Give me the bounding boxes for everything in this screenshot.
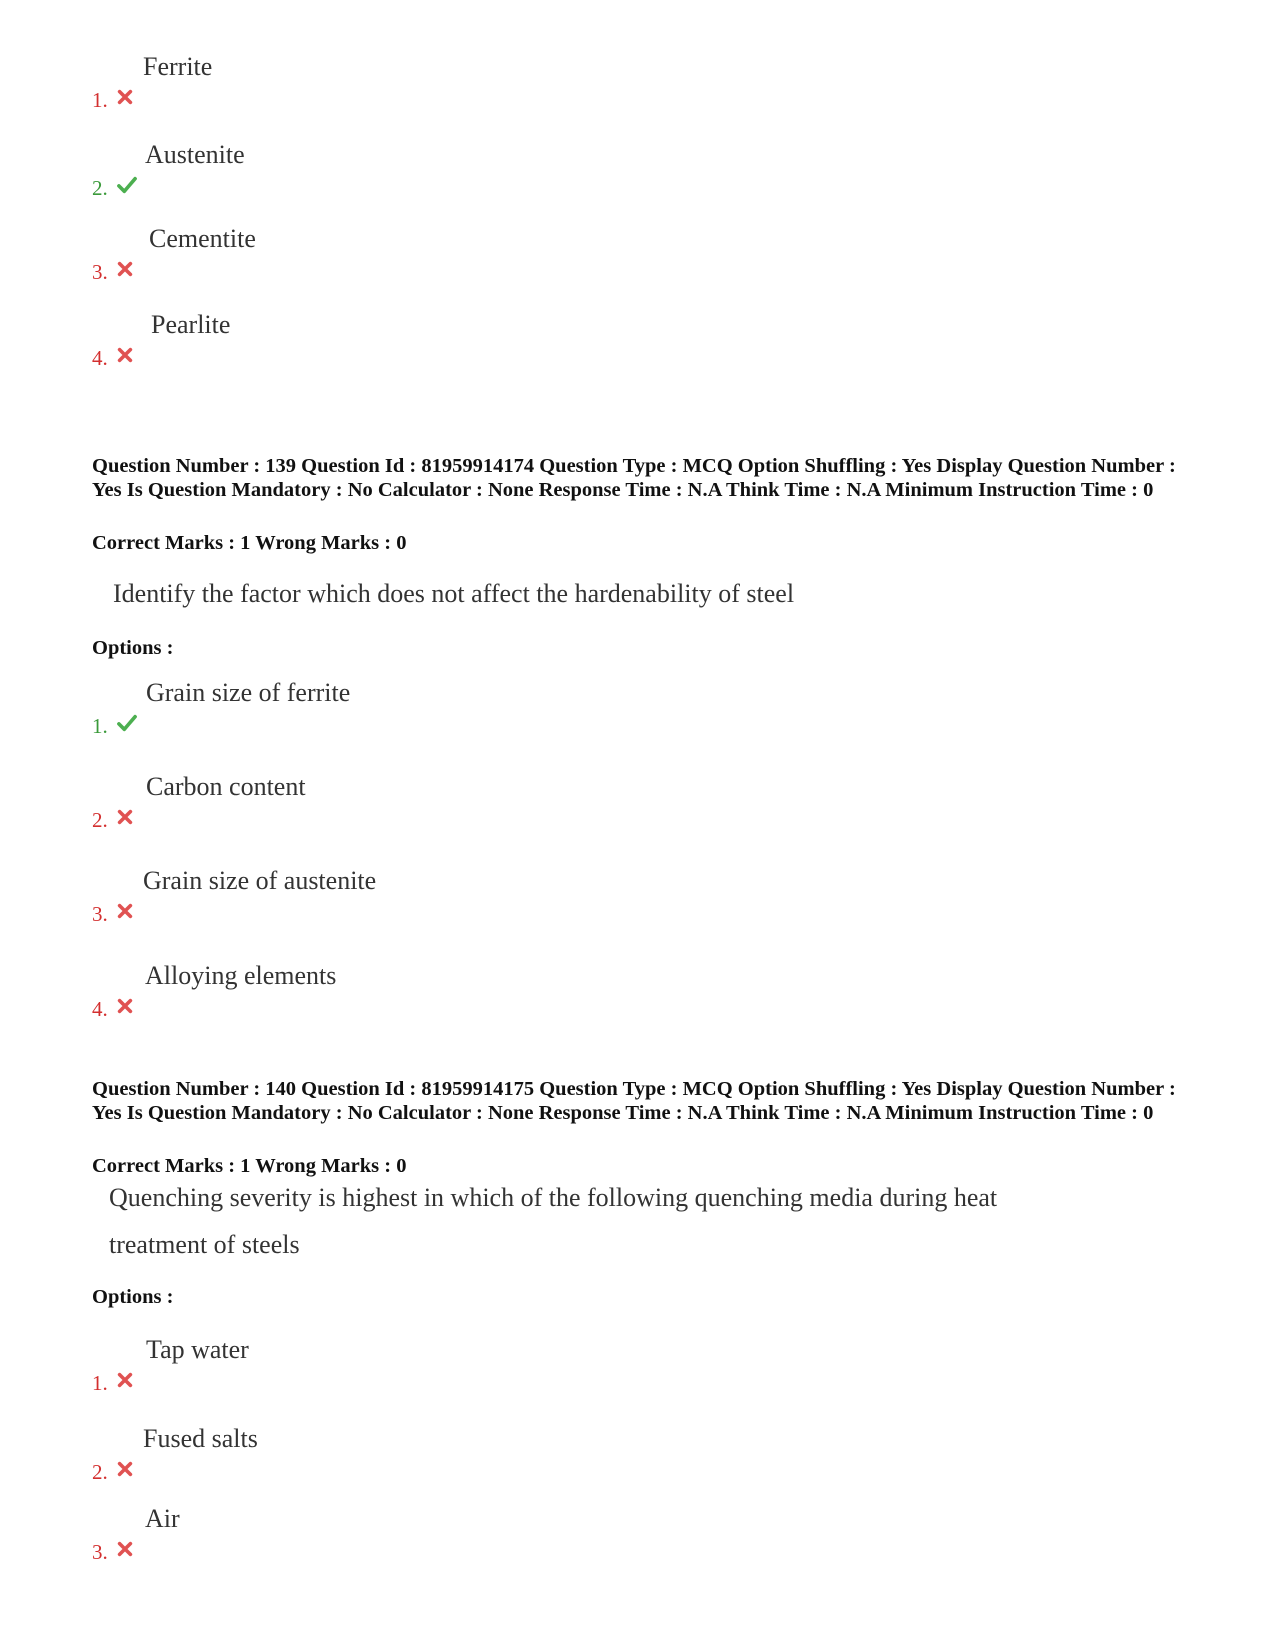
option-text: Pearlite bbox=[151, 310, 231, 339]
option-text: Cementite bbox=[149, 224, 256, 253]
cross-icon bbox=[116, 346, 134, 364]
cross-icon bbox=[116, 997, 134, 1015]
option-number: 4. bbox=[92, 997, 108, 1021]
option-140-3 bbox=[92, 1504, 992, 1564]
option-number: 2. bbox=[92, 808, 108, 832]
cross-icon bbox=[116, 1540, 134, 1558]
option-text: Alloying elements bbox=[145, 961, 337, 990]
option-140-2 bbox=[92, 1424, 992, 1484]
option-number: 1. bbox=[92, 88, 108, 112]
cross-icon bbox=[116, 808, 134, 826]
question-140-meta: Question Number : 140 Question Id : 81959914175 Question Type : MCQ Option Shuffling : Yes Display Question Number : Yes Is Question Mandatory : No Calculator : None Response Time : N.A Think Time : N.A Minimum Instruction Time : 0 bbox=[92, 1078, 1176, 1124]
option-number: 3. bbox=[92, 902, 108, 926]
check-icon bbox=[116, 714, 138, 732]
question-139-text: Identify the factor which does not affect the hardenability of steel bbox=[113, 579, 795, 608]
question-140-options-label: Options : bbox=[92, 1286, 174, 1308]
option-prev-3 bbox=[92, 224, 992, 284]
cross-icon bbox=[116, 1460, 134, 1478]
question-140-text-line2: treatment of steels bbox=[109, 1230, 300, 1259]
option-140-1 bbox=[92, 1335, 992, 1395]
option-number: 3. bbox=[92, 260, 108, 284]
cross-icon bbox=[116, 260, 134, 278]
question-139-options-label: Options : bbox=[92, 637, 174, 659]
option-text: Grain size of ferrite bbox=[146, 678, 351, 707]
question-139-meta: Question Number : 139 Question Id : 81959914174 Question Type : MCQ Option Shuffling : Yes Display Question Number : Yes Is Question Mandatory : No Calculator : None Response Time : N.A Think Time : N.A Minimum Instruction Time : 0 bbox=[92, 455, 1176, 501]
check-icon bbox=[116, 176, 138, 194]
option-prev-2 bbox=[92, 140, 992, 200]
option-prev-1 bbox=[92, 52, 992, 112]
option-139-2 bbox=[92, 772, 992, 832]
option-text: Tap water bbox=[146, 1335, 249, 1364]
option-139-1 bbox=[92, 678, 992, 738]
option-text: Carbon content bbox=[146, 772, 306, 801]
option-number: 4. bbox=[92, 346, 108, 370]
option-text: Austenite bbox=[145, 140, 245, 169]
option-text: Ferrite bbox=[143, 52, 213, 81]
option-text: Grain size of austenite bbox=[143, 866, 377, 895]
cross-icon bbox=[116, 88, 134, 106]
option-number: 2. bbox=[92, 1460, 108, 1484]
question-140-text-line1: Quenching severity is highest in which of the following quenching media during heat bbox=[109, 1183, 998, 1212]
option-text: Air bbox=[145, 1504, 180, 1533]
option-139-3 bbox=[92, 866, 992, 926]
question-139-marks: Correct Marks : 1 Wrong Marks : 0 bbox=[92, 532, 407, 554]
option-prev-4 bbox=[92, 310, 992, 370]
cross-icon bbox=[116, 1371, 134, 1389]
option-139-4 bbox=[92, 961, 992, 1021]
option-number: 2. bbox=[92, 176, 108, 200]
option-number: 1. bbox=[92, 1371, 108, 1395]
option-number: 3. bbox=[92, 1540, 108, 1564]
option-number: 1. bbox=[92, 714, 108, 738]
cross-icon bbox=[116, 902, 134, 920]
question-140-marks: Correct Marks : 1 Wrong Marks : 0 bbox=[92, 1155, 407, 1177]
option-text: Fused salts bbox=[143, 1424, 258, 1453]
